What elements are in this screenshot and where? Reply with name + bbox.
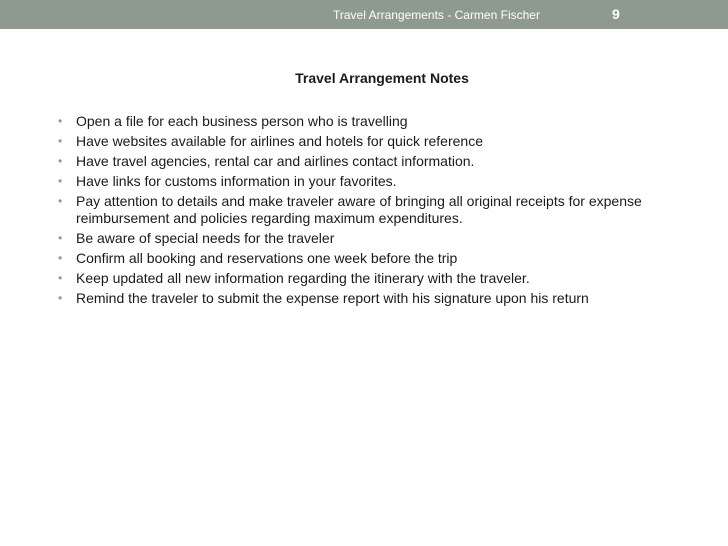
- list-item-text: Have travel agencies, rental car and airlines contact information.: [76, 153, 475, 169]
- slide-heading: Travel Arrangement Notes: [295, 70, 469, 86]
- list-item: [56, 133, 676, 150]
- list-item-text: Confirm all booking and reservations one week before the trip: [76, 250, 458, 266]
- list-item: [56, 173, 676, 190]
- presentation-title: Travel Arrangements - Carmen Fischer: [333, 8, 540, 22]
- list-item-text: Have links for customs information in your favorites.: [76, 173, 397, 189]
- bullet-list: [56, 113, 676, 310]
- list-item-text: Be aware of special needs for the traveler: [76, 230, 335, 246]
- bullet-icon: •: [58, 174, 63, 188]
- list-item: [56, 153, 676, 170]
- list-item-text: Remind the traveler to submit the expense report with his signature upon his return: [76, 290, 589, 306]
- bullet-icon: •: [58, 251, 63, 265]
- list-item: [56, 113, 676, 130]
- bullet-icon: •: [58, 231, 63, 245]
- bullet-icon: •: [58, 154, 63, 168]
- header-bar: [0, 0, 728, 29]
- bullet-icon: •: [58, 291, 63, 305]
- list-item-text: Open a file for each business person who is travelling: [76, 113, 408, 129]
- list-item-text: Keep updated all new information regarding the itinerary with the traveler.: [76, 270, 530, 286]
- bullet-icon: •: [58, 134, 63, 148]
- list-item: [56, 290, 676, 307]
- list-item: [56, 270, 676, 287]
- list-item-text: Pay attention to details and make traveler aware of bringing all original receipts for expense reimbursement and policies regarding maximum expenditures.: [76, 193, 642, 226]
- bullet-icon: •: [58, 114, 63, 128]
- bullet-icon: •: [58, 194, 63, 208]
- page-number: 9: [612, 6, 620, 22]
- list-item: [56, 230, 676, 247]
- bullet-icon: •: [58, 271, 63, 285]
- list-item: [56, 193, 676, 227]
- list-item-text: Have websites available for airlines and hotels for quick reference: [76, 133, 483, 149]
- list-item: [56, 250, 676, 267]
